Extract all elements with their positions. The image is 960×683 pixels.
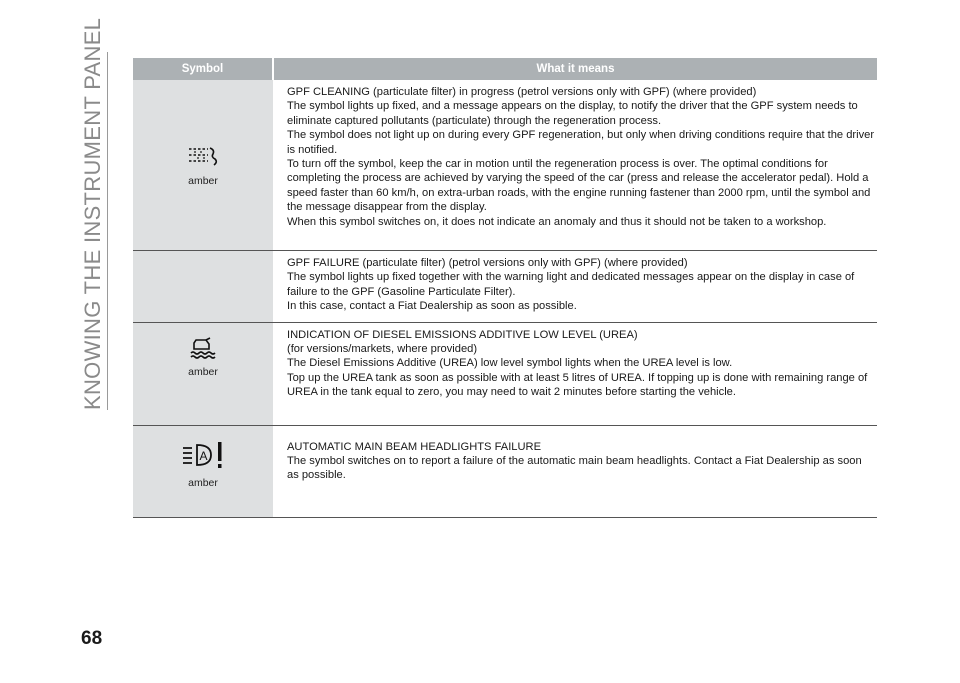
auto-high-beam-failure-icon [181,440,225,475]
chapter-title-text: KNOWING THE INSTRUMENT PANEL [80,17,105,410]
table-row [133,251,877,323]
gpf-failure-text-2: In this case, contact a Fiat Dealership as soon as possible. [287,300,577,313]
symbol-cell-gpf [133,80,273,251]
symbol-cell-urea [133,322,273,425]
urea-level-icon [188,337,218,364]
gpf-cleaning-text-3: To turn off the symbol, keep the car in motion until the regeneration process is over. The optimal conditions for completing the process are achieved by varying the speed of the car (press and release the accelerator pedal). Hold a speed faster than 60 km/h, on extra-urban roads, with the engine running fastener than 2000 rpm, until the symbol and the message disappear from the display. [287,158,871,214]
auto-beam-title: AUTOMATIC MAIN BEAM HEADLIGHTS FAILURE [287,440,542,453]
warning-symbols-table [133,58,877,518]
header-symbol: Symbol [133,58,273,80]
meaning-cell-urea [273,322,877,425]
auto-beam-text-1: The symbol switches on to report a failure of the automatic main beam headlights. Contact a Fiat Dealership as soon as possible. [287,455,862,482]
gpf-failure-text-1: The symbol lights up fixed together with the warning light and dedicated messages appear on the display in case of failure to the GPF (Gasoline Particulate Filter). [287,271,855,298]
gpf-cleaning-text-1: The symbol lights up fixed, and a message appears on the display, to notify the driver that the GPF system needs to eliminate captured pollutants (particulate) through the regeneration process. [287,100,858,127]
gpf-failure-title: GPF FAILURE (particulate filter) (petrol versions only with GPF) (where provided) [287,257,688,269]
table-row [133,80,877,251]
svg-text:A: A [199,448,208,463]
table-header-row [133,58,877,80]
gpf-cleaning-title: GPF CLEANING (particulate filter) in progress (petrol versions only with GPF) (where provided) [287,86,757,98]
symbol-color-label: amber [188,174,218,187]
symbol-cell-gpf-continued [133,251,273,323]
urea-title: INDICATION OF DIESEL EMISSIONS ADDITIVE LOW LEVEL (UREA) [287,328,638,341]
meaning-cell-gpf-cleaning [273,80,877,251]
gpf-cleaning-text-2: The symbol does not light up on during every GPF regeneration, but only when driving conditions require that the driver is notified. [287,129,875,156]
chapter-divider-line [107,52,108,410]
symbol-cell-auto-beam [133,425,273,517]
page-number: 68 [81,628,103,649]
gpf-cleaning-icon [186,144,220,173]
meaning-cell-auto-beam [273,425,877,517]
urea-text-3: Top up the UREA tank as soon as possible with at least 5 litres of UREA. If topping up is done with remaining range of UREA in the tank equal to zero, you may need to wait 2 minutes before starting the vehicle. [287,371,868,399]
urea-text-1: (for versions/markets, where provided) [287,343,478,356]
meaning-cell-gpf-failure [273,251,877,323]
table-row [133,425,877,517]
urea-text-2: The Diesel Emissions Additive (UREA) low level symbol lights when the UREA level is low. [287,357,733,370]
table-row [133,322,877,425]
symbol-color-label: amber [188,476,218,489]
gpf-cleaning-text-4: When this symbol switches on, it does not indicate an anomaly and thus it should not be taken to a workshop. [287,215,827,228]
symbol-color-label: amber [188,365,218,378]
header-meaning: What it means [273,58,877,80]
